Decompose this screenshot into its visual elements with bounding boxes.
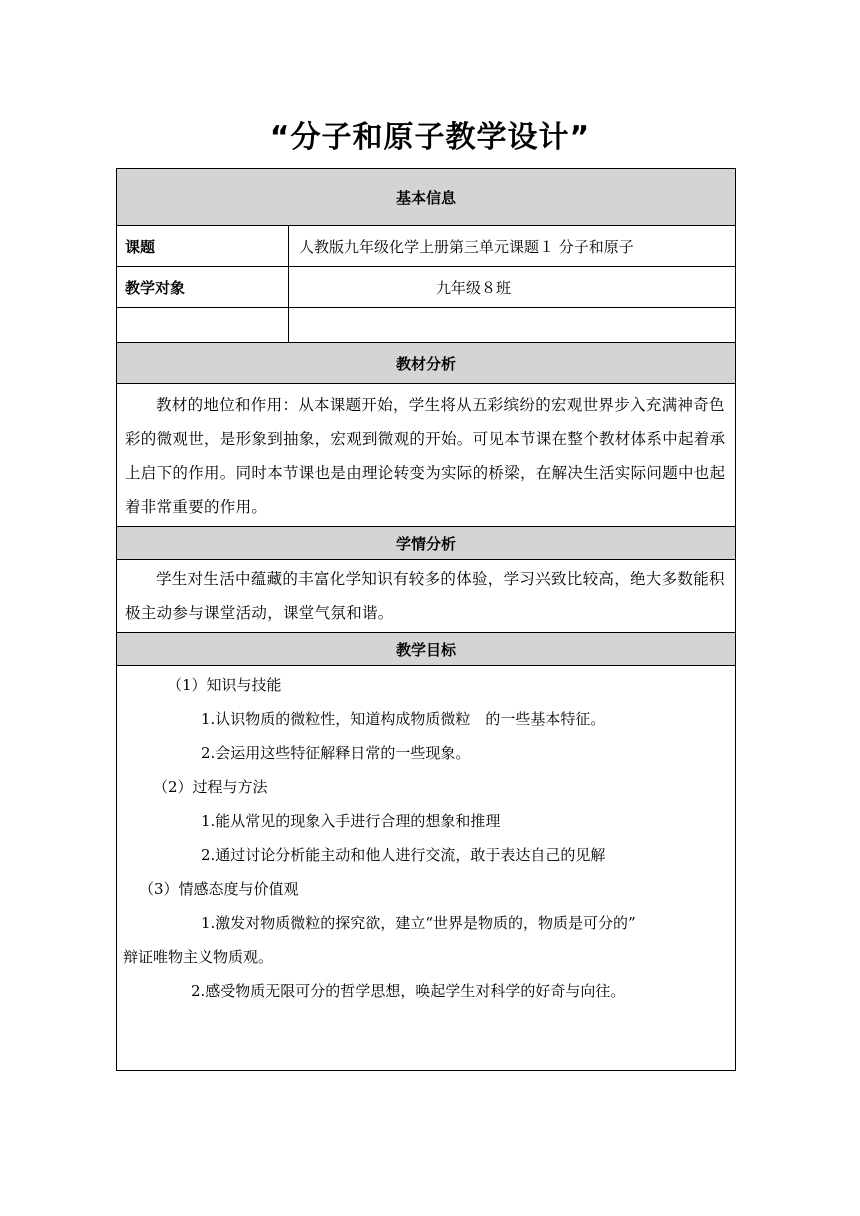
goal-knowledge-item-2: 2.会运用这些特征解释日常的一些现象。 [201, 744, 471, 762]
material-analysis-header: 教材分析 [117, 343, 736, 384]
goal-knowledge-item-1: 1.认识物质的微粒性，知道构成物质微粒 的一些基本特征。 [201, 710, 606, 728]
target-value: 九年级８班 [289, 267, 736, 308]
goal-process-title: （2）过程与方法 [153, 778, 268, 796]
target-row [117, 267, 736, 308]
empty-value [289, 308, 736, 343]
goal-process-item-2: 2.通过讨论分析能主动和他人进行交流，敢于表达自己的见解 [201, 846, 606, 864]
material-analysis-header-row [117, 343, 736, 384]
lesson-plan-table [116, 168, 736, 1071]
goal-process-item-1: 1.能从常见的现象入手进行合理的想象和推理 [201, 812, 501, 830]
target-label: 教学对象 [117, 267, 289, 308]
goal-attitude-item-1-line-1: 1.激发对物质微粒的探究欲，建立“世界是物质的，物质是可分的” [201, 914, 636, 932]
student-analysis-text: 学生对生活中蕴藏的丰富化学知识有较多的体验，学习兴致比较高，绝大多数能积极主动参与课堂活动，课堂气氛和谐。 [117, 560, 736, 633]
teaching-goals-row [117, 666, 736, 1071]
material-analysis-text: 教材的地位和作用：从本课题开始，学生将从五彩缤纷的宏观世界步入充满神奇色彩的微观世，是形象到抽象，宏观到微观的开始。可见本节课在整个教材体系中起着承上启下的作用。同时本节课也是由理论转变为实际的桥梁，在解决生活实际问题中也起着非常重要的作用。 [117, 384, 736, 527]
topic-row [117, 226, 736, 267]
basic-info-header: 基本信息 [117, 169, 736, 226]
empty-row [117, 308, 736, 343]
student-analysis-row [117, 560, 736, 633]
material-analysis-row [117, 384, 736, 527]
goal-knowledge-title: （1）知识与技能 [167, 676, 282, 694]
teaching-goals-content [117, 666, 736, 1071]
goal-attitude-title: （3）情感态度与价值观 [139, 880, 299, 898]
goal-attitude-item-2: 2.感受物质无限可分的哲学思想，唤起学生对科学的好奇与向往。 [191, 982, 626, 1000]
document-title: “分子和原子教学设计” [269, 120, 591, 155]
teaching-goals-header: 教学目标 [117, 633, 736, 666]
student-analysis-header-row [117, 527, 736, 560]
goal-attitude-item-1-line-2: 辩证唯物主义物质观。 [123, 948, 274, 966]
student-analysis-header: 学情分析 [117, 527, 736, 560]
empty-label [117, 308, 289, 343]
topic-value: 人教版九年级化学上册第三单元课题１ 分子和原子 [289, 226, 736, 267]
basic-info-header-row [117, 169, 736, 226]
teaching-goals-header-row [117, 633, 736, 666]
topic-label: 课题 [117, 226, 289, 267]
